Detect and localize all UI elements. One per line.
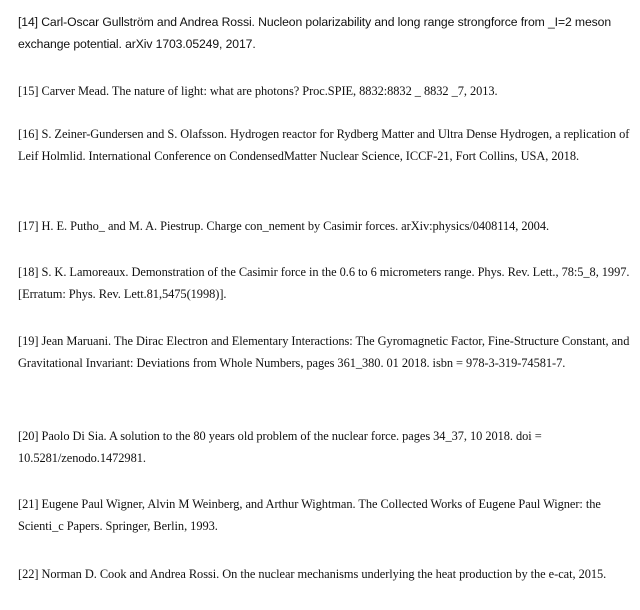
reference-14: [14] Carl-Oscar Gullström and Andrea Rossi. Nucleon polarizability and long range strongforce from _I=2 meson exchange potential. arXiv 1703.05249, 2017. <box>18 15 612 51</box>
reference-19: [19] Jean Maruani. The Dirac Electron and Elementary Interactions: The Gyromagnetic Factor, Fine-Structure Constant, and Gravitational Invariant: Deviations from Whole Numbers, pages 361_380. 01 2018. isbn = 978-3-319-74581-7. <box>18 334 630 370</box>
reference-17: [17] H. E. Putho_ and M. A. Piestrup. Charge con_nement by Casimir forces. arXiv:physics/0408114, 2004. <box>18 219 550 233</box>
reference-16: [16] S. Zeiner-Gundersen and S. Olafsson. Hydrogen reactor for Rydberg Matter and Ultra Dense Hydrogen, a replication of Leif Holmlid. International Conference on CondensedMatter Nuclear Science, ICCF-21, Fort Collins, USA, 2018. <box>18 127 630 163</box>
reference-18: [18] S. K. Lamoreaux. Demonstration of the Casimir force in the 0.6 to 6 micrometers range. Phys. Rev. Lett., 78:5_8, 1997. [Erratum: Phys. Rev. Lett.81,5475(1998)]. <box>18 265 630 301</box>
reference-20: [20] Paolo Di Sia. A solution to the 80 years old problem of the nuclear force. pages 34_37, 10 2018. doi = 10.5281/zenodo.1472981. <box>18 429 542 465</box>
reference-22: [22] Norman D. Cook and Andrea Rossi. On the nuclear mechanisms underlying the heat production by the e-cat, 2015. <box>18 567 607 581</box>
reference-21: [21] Eugene Paul Wigner, Alvin M Weinberg, and Arthur Wightman. The Collected Works of Eugene Paul Wigner: the Scienti_c Papers. Springer, Berlin, 1993. <box>18 497 601 533</box>
reference-15: [15] Carver Mead. The nature of light: what are photons? Proc.SPIE, 8832:8832 _ 8832 _7, 2013. <box>18 84 498 98</box>
